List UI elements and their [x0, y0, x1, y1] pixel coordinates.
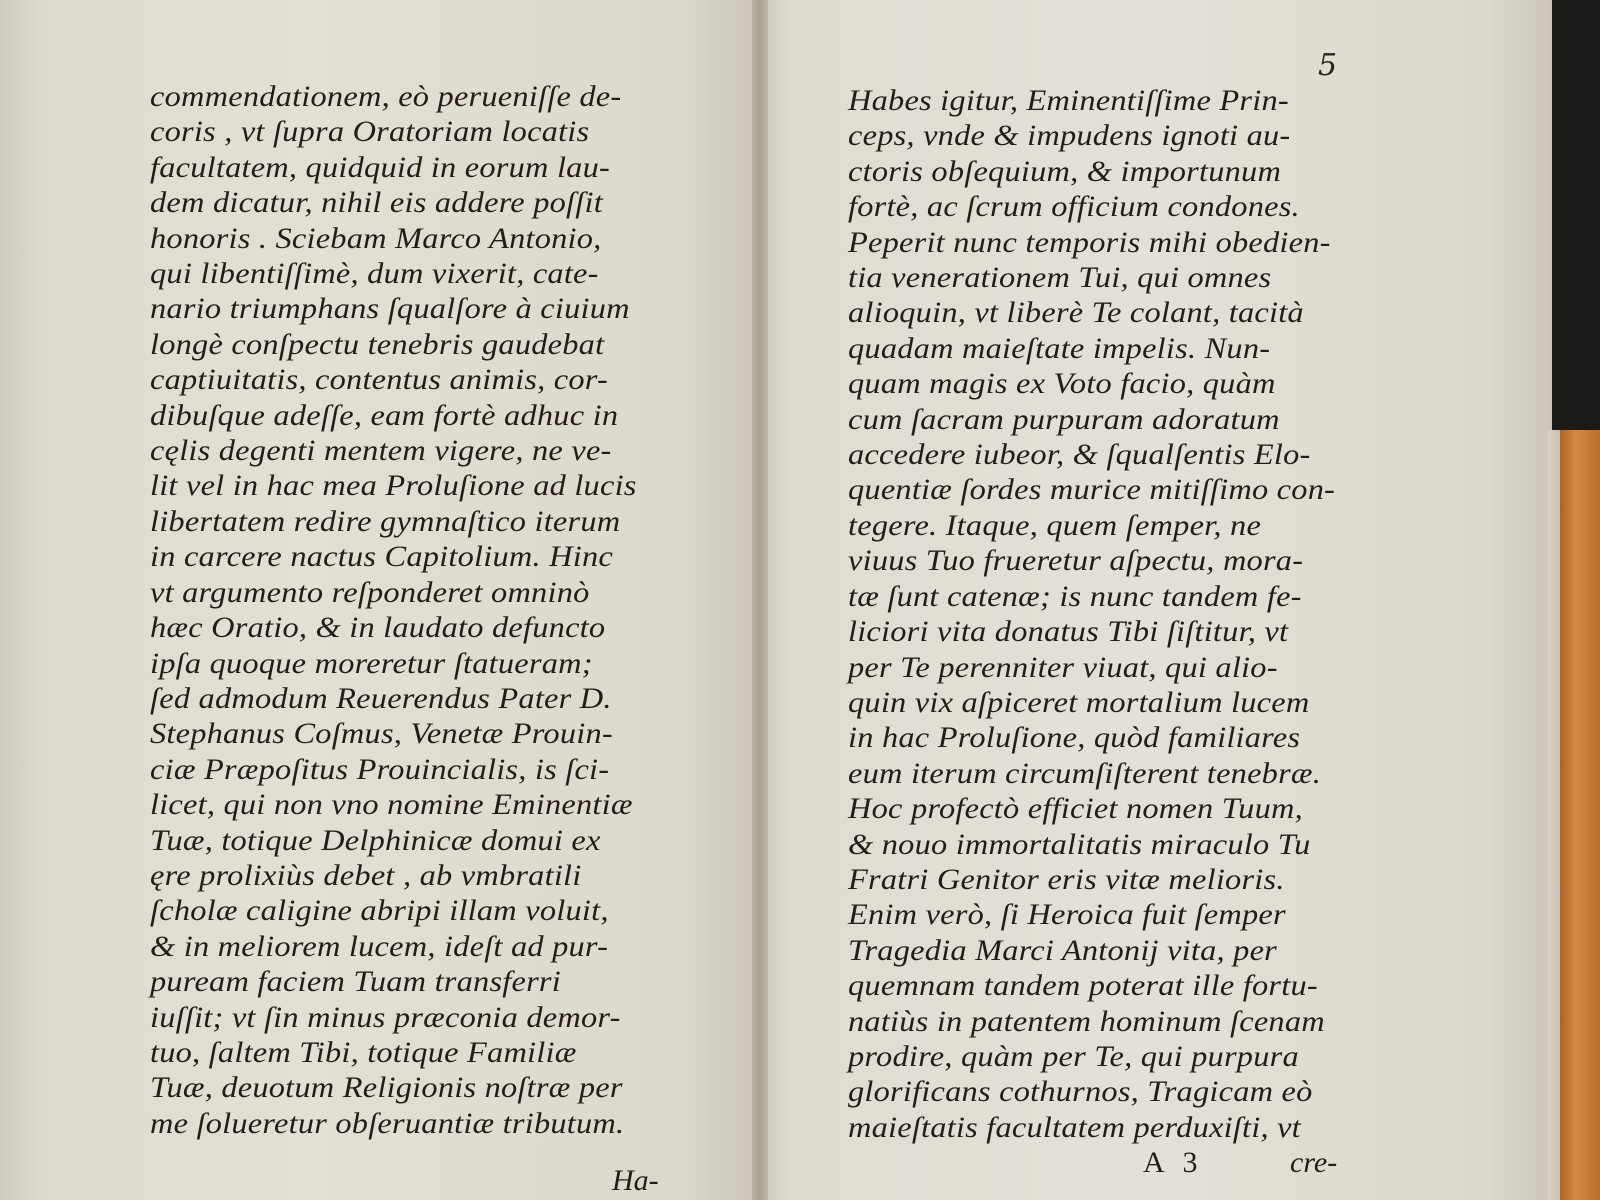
right-page-line: Tragedia Marci Antonij vita, per: [848, 933, 1278, 967]
left-page-line: iuſſit; vt ſin minus præconia demor-: [150, 1000, 621, 1034]
right-page-line: Peperit nunc temporis mihi obedien-: [848, 225, 1331, 259]
left-page-line: licet, qui non vno nomine Eminentiæ: [150, 788, 633, 822]
right-page-line: eum iterum circumſiſterent tenebræ.: [848, 756, 1322, 790]
right-catchword: cre-: [1290, 1146, 1338, 1179]
left-page-line: Tuæ, deuotum Religionis noſtræ per: [150, 1071, 623, 1105]
left-page-line: ſcholæ caligine abripi illam voluit,: [150, 894, 609, 928]
right-page-line: glorificans cothurnos, Tragicam eò: [848, 1075, 1313, 1109]
right-page-line: quam magis ex Voto facio, quàm: [848, 367, 1276, 401]
signature-mark: A 3: [1143, 1146, 1198, 1179]
left-page-line: facultatem, quidquid in eorum lau-: [150, 150, 610, 184]
left-page-line: honoris . Sciebam Marco Antonio,: [150, 221, 602, 255]
left-page-line: dibuſque adeſſe, eam fortè adhuc in: [150, 398, 619, 432]
left-page-line: vt argumento reſponderet omninò: [150, 575, 590, 609]
left-page-line: & in meliorem lucem, ideſt ad pur-: [150, 929, 609, 963]
left-page-line: qui libentiſſimè, dum vixerit, cate-: [150, 257, 599, 291]
left-page-line: lit vel in hac mea Proluſione ad lucis: [150, 469, 637, 503]
left-page-line: Stephanus Coſmus, Venetæ Prouin-: [150, 717, 613, 751]
right-page-line: Enim verò, ſi Heroica fuit ſemper: [848, 898, 1286, 932]
right-page-line: tæ ſunt catenæ; is nunc tandem fe-: [848, 579, 1302, 613]
left-page-line: cęlis degenti mentem vigere, ne ve-: [150, 434, 612, 468]
right-page-line: tia venerationem Tui, qui omnes: [848, 261, 1272, 295]
right-page-line: quin vix aſpiceret mortalium lucem: [848, 685, 1310, 719]
left-page-line: dem dicatur, nihil eis addere poſſit: [150, 186, 603, 220]
right-page-line: quadam maieſtate impelis. Nun-: [848, 331, 1271, 365]
left-page-line: ęre prolixiùs debet , ab vmbratili: [150, 858, 582, 892]
left-page-line: in carcere nactus Capitolium. Hinc: [150, 540, 613, 574]
right-page-line: ceps, vnde & impudens ignoti au-: [848, 119, 1291, 153]
left-page-line: libertatem redire gymnaſtico iterum: [150, 504, 621, 538]
left-page-line: longè conſpectu tenebris gaudebat: [150, 327, 605, 361]
left-page-line: nario triumphans ſqualſore à ciuium: [150, 292, 630, 326]
right-page-line: fortè, ac ſcrum officium condones.: [848, 190, 1300, 224]
left-page-line: me ſolueretur obſeruantiæ tributum.: [150, 1106, 625, 1140]
right-page-line: alioquin, vt liberè Te colant, tacità: [848, 296, 1304, 330]
left-page-line: hæc Oratio, & in laudato defuncto: [150, 611, 606, 645]
right-page-line: ctoris obſequium, & importunum: [848, 154, 1282, 188]
left-page-line: ipſa quoque moreretur ſtatueram;: [150, 646, 593, 680]
right-page-line: quentiæ ſordes murice mitiſſimo con-: [848, 473, 1336, 507]
right-page-line: natiùs in patentem hominum ſcenam: [848, 1004, 1325, 1038]
left-page-line: tuo, ſaltem Tibi, totique Familiæ: [150, 1035, 577, 1069]
left-page-line: commendationem, eò perueniſſe de-: [150, 80, 622, 113]
right-page-line: cum ſacram purpuram adoratum: [848, 402, 1280, 436]
right-page-line: tegere. Itaque, quem ſemper, ne: [848, 508, 1262, 542]
right-page-line: liciori vita donatus Tibi ſiſtitur, vt: [848, 615, 1289, 649]
right-page-line: viuus Tuo frueretur aſpectu, mora-: [848, 544, 1304, 578]
page-number: 5: [1318, 48, 1338, 83]
right-page-line: maieſtatis facultatem perduxiſti, vt: [848, 1110, 1301, 1144]
right-page-line: prodire, quàm per Te, qui purpura: [848, 1039, 1299, 1073]
right-page-line: Habes igitur, Eminentiſſime Prin-: [848, 84, 1289, 117]
left-page-line: Tuæ, totique Delphinicæ domui ex: [150, 823, 601, 857]
right-page-line: Fratri Genitor eris vitæ melioris.: [848, 862, 1285, 896]
left-page-line: ſed admodum Reuerendus Pater D.: [150, 681, 612, 715]
right-page-line: accedere iubeor, & ſqualſentis Elo-: [848, 438, 1311, 472]
left-page-text: [150, 79, 710, 1141]
right-page-line: per Te perenniter viuat, qui alio-: [848, 650, 1278, 684]
left-page-line: ciæ Præpoſitus Prouincialis, is ſci-: [150, 752, 610, 786]
left-catchword: Ha-: [612, 1164, 659, 1197]
right-page-line: Hoc profectò efficiet nomen Tuum,: [848, 792, 1303, 826]
book-cover-board: [1560, 430, 1600, 1200]
right-page-line: quemnam tandem poterat ille fortu-: [848, 969, 1318, 1003]
left-page-line: coris , vt ſupra Oratoriam locatis: [150, 115, 590, 149]
right-page-line: in hac Proluſione, quòd familiares: [848, 721, 1301, 755]
left-page-line: captiuitatis, contentus animis, cor-: [150, 363, 609, 397]
right-page-line: & nouo immortalitatis miraculo Tu: [848, 827, 1311, 861]
left-page-line: puream faciem Tuam transferri: [150, 965, 561, 999]
right-page-text: [848, 83, 1393, 1145]
